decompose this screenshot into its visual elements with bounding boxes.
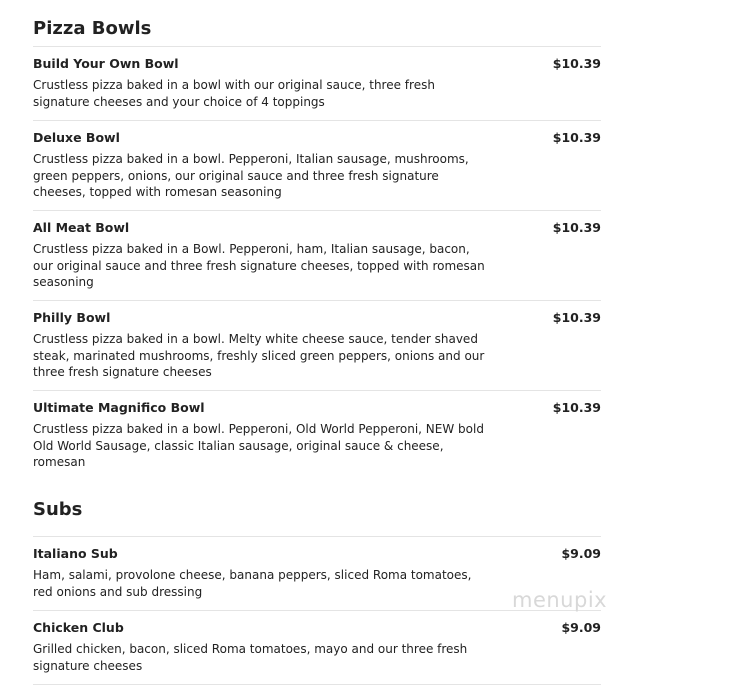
item-description: Grilled chicken, bacon, sliced Roma tomatoes, mayo and our three fresh signature cheeses [33,642,468,673]
item-price: $9.09 [561,620,601,635]
item-name: Build Your Own Bowl [33,56,179,71]
item-name: Deluxe Bowl [33,130,120,145]
item-description: Crustless pizza baked in a bowl. Pepperoni, Italian sausage, mushrooms, green peppers, onions, our original sauce and three fresh signature cheeses, topped with romesan seasoning [33,152,469,199]
menu-page [33,0,601,685]
item-price: $10.39 [552,56,601,71]
item-description: Crustless pizza baked in a bowl. Pepperoni, Old World Pepperoni, NEW bold Old World Sausage, classic Italian sausage, original sauce & cheese, romesan [33,422,484,469]
section-title-pizza-bowls: Pizza Bowls [33,0,601,47]
menu-item-build-your-own-bowl[interactable] [33,47,601,121]
menu-item-deluxe-bowl[interactable] [33,121,601,211]
item-name: Philly Bowl [33,310,111,325]
item-price: $10.39 [552,130,601,145]
section-title-subs: Subs [33,481,601,537]
item-name: Italiano Sub [33,546,118,561]
item-description: Crustless pizza baked in a bowl with our original sauce, three fresh signature cheeses and your choice of 4 toppings [33,78,435,109]
item-description: Crustless pizza baked in a bowl. Melty white cheese sauce, tender shaved steak, marinated mushrooms, freshly sliced green peppers, onions and our three fresh signature cheeses [33,332,485,379]
menu-item-italiano-sub[interactable] [33,537,601,611]
menu-item-ultimate-magnifico-bowl[interactable] [33,391,601,481]
item-name: All Meat Bowl [33,220,130,235]
item-price: $10.39 [552,310,601,325]
item-name: Chicken Club [33,620,124,635]
item-price: $9.09 [561,546,601,561]
item-description: Crustless pizza baked in a Bowl. Pepperoni, ham, Italian sausage, bacon, our original sauce and three fresh signature cheeses, topped with romesan seasoning [33,242,485,289]
item-name: Ultimate Magnifico Bowl [33,400,205,415]
menu-item-all-meat-bowl[interactable] [33,211,601,301]
item-price: $10.39 [552,220,601,235]
watermark-logo: menupix [512,588,608,612]
menu-item-chicken-club[interactable] [33,611,601,685]
menu-item-philly-bowl[interactable] [33,301,601,391]
item-price: $10.39 [552,400,601,415]
item-description: Ham, salami, provolone cheese, banana peppers, sliced Roma tomatoes, red onions and sub dressing [33,568,472,599]
